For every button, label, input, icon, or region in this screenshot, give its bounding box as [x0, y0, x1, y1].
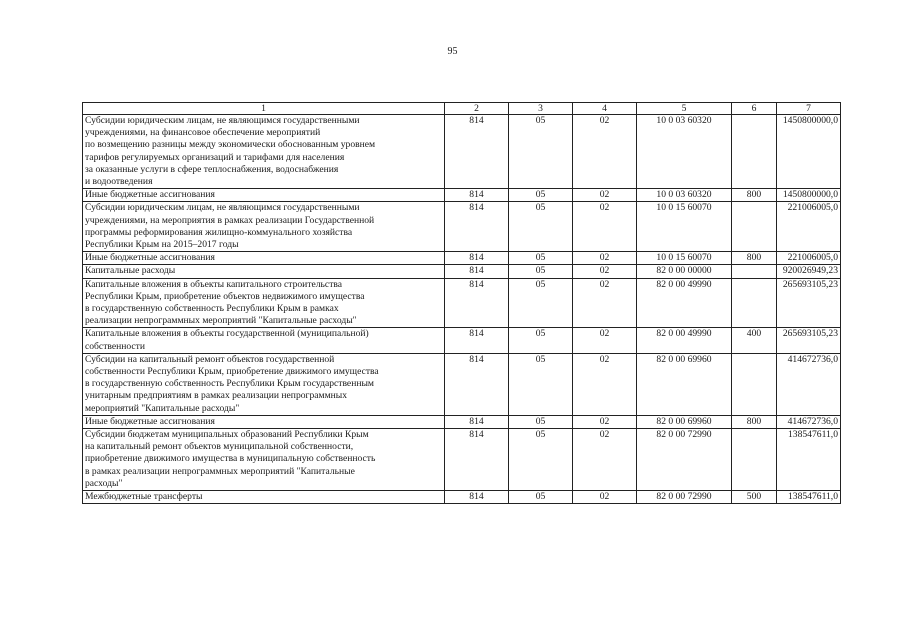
- cell-subsection: 02: [573, 115, 637, 189]
- cell-amount: 138547611,0: [777, 429, 841, 491]
- table-row: [83, 415, 841, 428]
- cell-target-article: 82 0 00 49990: [637, 328, 732, 353]
- description-line: Иные бюджетные ассигнования: [85, 252, 215, 264]
- description-line: Межбюджетные трансферты: [85, 491, 203, 503]
- cell-subsection: 02: [573, 491, 637, 504]
- table-row: [83, 353, 841, 415]
- cell-ministry-code: 814: [445, 491, 509, 504]
- header-row: [83, 103, 841, 115]
- row-description: [83, 429, 445, 491]
- cell-amount: 414672736,0: [777, 353, 841, 415]
- description-line: унитарным предприятиям в рамках реализации непрограммных: [85, 390, 348, 402]
- cell-amount: 1450800000,0: [777, 115, 841, 189]
- cell-section: 05: [509, 189, 573, 202]
- cell-target-article: 82 0 00 69960: [637, 353, 732, 415]
- description-line: расходы": [85, 477, 123, 489]
- cell-amount: 221006005,0: [777, 252, 841, 265]
- table-body: [83, 115, 841, 504]
- table-row: [83, 265, 841, 278]
- description-line: Республики Крым, приобретение объектов недвижимого имущества: [85, 290, 365, 302]
- column-header: 2: [445, 103, 509, 115]
- budget-table: [82, 102, 841, 504]
- row-description: [83, 252, 445, 265]
- cell-section: 05: [509, 429, 573, 491]
- cell-target-article: 82 0 00 49990: [637, 278, 732, 328]
- description-line: реализации непрограммных мероприятий "Капитальные расходы": [85, 315, 357, 327]
- description-line: Капитальные вложения в объекты государственной (муниципальной): [85, 328, 369, 340]
- cell-ministry-code: 814: [445, 278, 509, 328]
- table-row: [83, 328, 841, 353]
- cell-subsection: 02: [573, 202, 637, 252]
- description-line: Субсидии юридическим лицам, не являющимся государственными: [85, 115, 360, 126]
- cell-target-article: 10 0 03 60320: [637, 189, 732, 202]
- cell-ministry-code: 814: [445, 252, 509, 265]
- cell-ministry-code: 814: [445, 328, 509, 353]
- cell-amount: 920026949,23: [777, 265, 841, 278]
- cell-target-article: 82 0 00 72990: [637, 429, 732, 491]
- description-line: по возмещению разницы между экономически обоснованным уровнем: [85, 139, 376, 151]
- column-header: 5: [637, 103, 732, 115]
- cell-expense-type: [732, 278, 777, 328]
- column-header: 6: [732, 103, 777, 115]
- description-line: собственности: [85, 340, 146, 352]
- description-line: учреждениями, на мероприятия в рамках реализации Государственной: [85, 214, 375, 226]
- cell-expense-type: [732, 115, 777, 189]
- table-row: [83, 491, 841, 504]
- cell-expense-type: 800: [732, 415, 777, 428]
- cell-section: 05: [509, 415, 573, 428]
- description-line: Капитальные вложения в объекты капитального строительства: [85, 278, 343, 290]
- description-line: собственности Республики Крым, приобретение движимого имущества: [85, 366, 379, 378]
- cell-subsection: 02: [573, 189, 637, 202]
- row-description: [83, 328, 445, 353]
- cell-expense-type: [732, 202, 777, 252]
- description-line: тарифов регулируемых организаций и тарифами для населения: [85, 151, 345, 163]
- cell-expense-type: [732, 265, 777, 278]
- cell-subsection: 02: [573, 415, 637, 428]
- description-line: Субсидии юридическим лицам, не являющимся государственными: [85, 202, 360, 214]
- description-line: в государственную собственность Республики Крым государственным: [85, 378, 374, 390]
- cell-expense-type: 800: [732, 189, 777, 202]
- cell-section: 05: [509, 252, 573, 265]
- cell-amount: 138547611,0: [777, 491, 841, 504]
- cell-amount: 1450800000,0: [777, 189, 841, 202]
- page-number: 95: [447, 46, 458, 57]
- description-line: Иные бюджетные ассигнования: [85, 415, 215, 427]
- cell-amount: 265693105,23: [777, 278, 841, 328]
- table-row: [83, 429, 841, 491]
- description-line: приобретение движимого имущества в муниципальную собственность: [85, 453, 376, 465]
- cell-target-article: 82 0 00 69960: [637, 415, 732, 428]
- cell-ministry-code: 814: [445, 202, 509, 252]
- cell-subsection: 02: [573, 328, 637, 353]
- column-header: 7: [777, 103, 841, 115]
- row-description: [83, 415, 445, 428]
- cell-target-article: 10 0 03 60320: [637, 115, 732, 189]
- cell-target-article: 10 0 15 60070: [637, 202, 732, 252]
- cell-section: 05: [509, 328, 573, 353]
- cell-ministry-code: 814: [445, 189, 509, 202]
- description-line: в рамках реализации непрограммных мероприятий "Капитальные: [85, 465, 355, 477]
- description-line: мероприятий "Капитальные расходы": [85, 402, 240, 414]
- row-description: [83, 189, 445, 202]
- table-row: [83, 252, 841, 265]
- cell-expense-type: [732, 353, 777, 415]
- cell-ministry-code: 814: [445, 429, 509, 491]
- cell-ministry-code: 814: [445, 115, 509, 189]
- description-line: за оказанные услуги в сфере теплоснабжения, водоснабжения: [85, 163, 339, 175]
- description-line: на капитальный ремонт объектов муниципальной собственности,: [85, 441, 354, 453]
- cell-section: 05: [509, 115, 573, 189]
- row-description: [83, 491, 445, 504]
- cell-section: 05: [509, 202, 573, 252]
- cell-expense-type: 500: [732, 491, 777, 504]
- table-row: [83, 202, 841, 252]
- description-line: Республики Крым на 2015–2017 годы: [85, 239, 239, 251]
- cell-section: 05: [509, 491, 573, 504]
- table-row: [83, 189, 841, 202]
- description-line: Субсидии бюджетам муниципальных образований Республики Крым: [85, 429, 369, 441]
- table-row: [83, 115, 841, 189]
- cell-ministry-code: 814: [445, 353, 509, 415]
- row-description: [83, 353, 445, 415]
- cell-expense-type: [732, 429, 777, 491]
- cell-expense-type: 400: [732, 328, 777, 353]
- row-description: [83, 265, 445, 278]
- description-line: программы реформирования жилищно-коммунального хозяйства: [85, 226, 353, 238]
- description-line: учреждениями, на финансовое обеспечение мероприятий: [85, 127, 321, 139]
- cell-section: 05: [509, 265, 573, 278]
- description-line: и водоотведения: [85, 176, 153, 188]
- table-row: [83, 278, 841, 328]
- cell-target-article: 82 0 00 00000: [637, 265, 732, 278]
- row-description: [83, 202, 445, 252]
- cell-ministry-code: 814: [445, 415, 509, 428]
- column-header: 3: [509, 103, 573, 115]
- cell-subsection: 02: [573, 252, 637, 265]
- column-header: 4: [573, 103, 637, 115]
- cell-section: 05: [509, 353, 573, 415]
- cell-ministry-code: 814: [445, 265, 509, 278]
- row-description: [83, 278, 445, 328]
- column-header: 1: [83, 103, 445, 115]
- cell-amount: 221006005,0: [777, 202, 841, 252]
- description-line: в государственную собственность Республики Крым в рамках: [85, 303, 339, 315]
- description-line: Иные бюджетные ассигнования: [85, 189, 215, 201]
- row-description: [83, 115, 445, 189]
- cell-amount: 265693105,23: [777, 328, 841, 353]
- cell-target-article: 10 0 15 60070: [637, 252, 732, 265]
- description-line: Субсидии на капитальный ремонт объектов государственной: [85, 353, 335, 365]
- cell-subsection: 02: [573, 265, 637, 278]
- cell-subsection: 02: [573, 278, 637, 328]
- cell-subsection: 02: [573, 353, 637, 415]
- cell-section: 05: [509, 278, 573, 328]
- cell-amount: 414672736,0: [777, 415, 841, 428]
- cell-target-article: 82 0 00 72990: [637, 491, 732, 504]
- cell-expense-type: 800: [732, 252, 777, 265]
- description-line: Капитальные расходы: [85, 265, 176, 277]
- cell-subsection: 02: [573, 429, 637, 491]
